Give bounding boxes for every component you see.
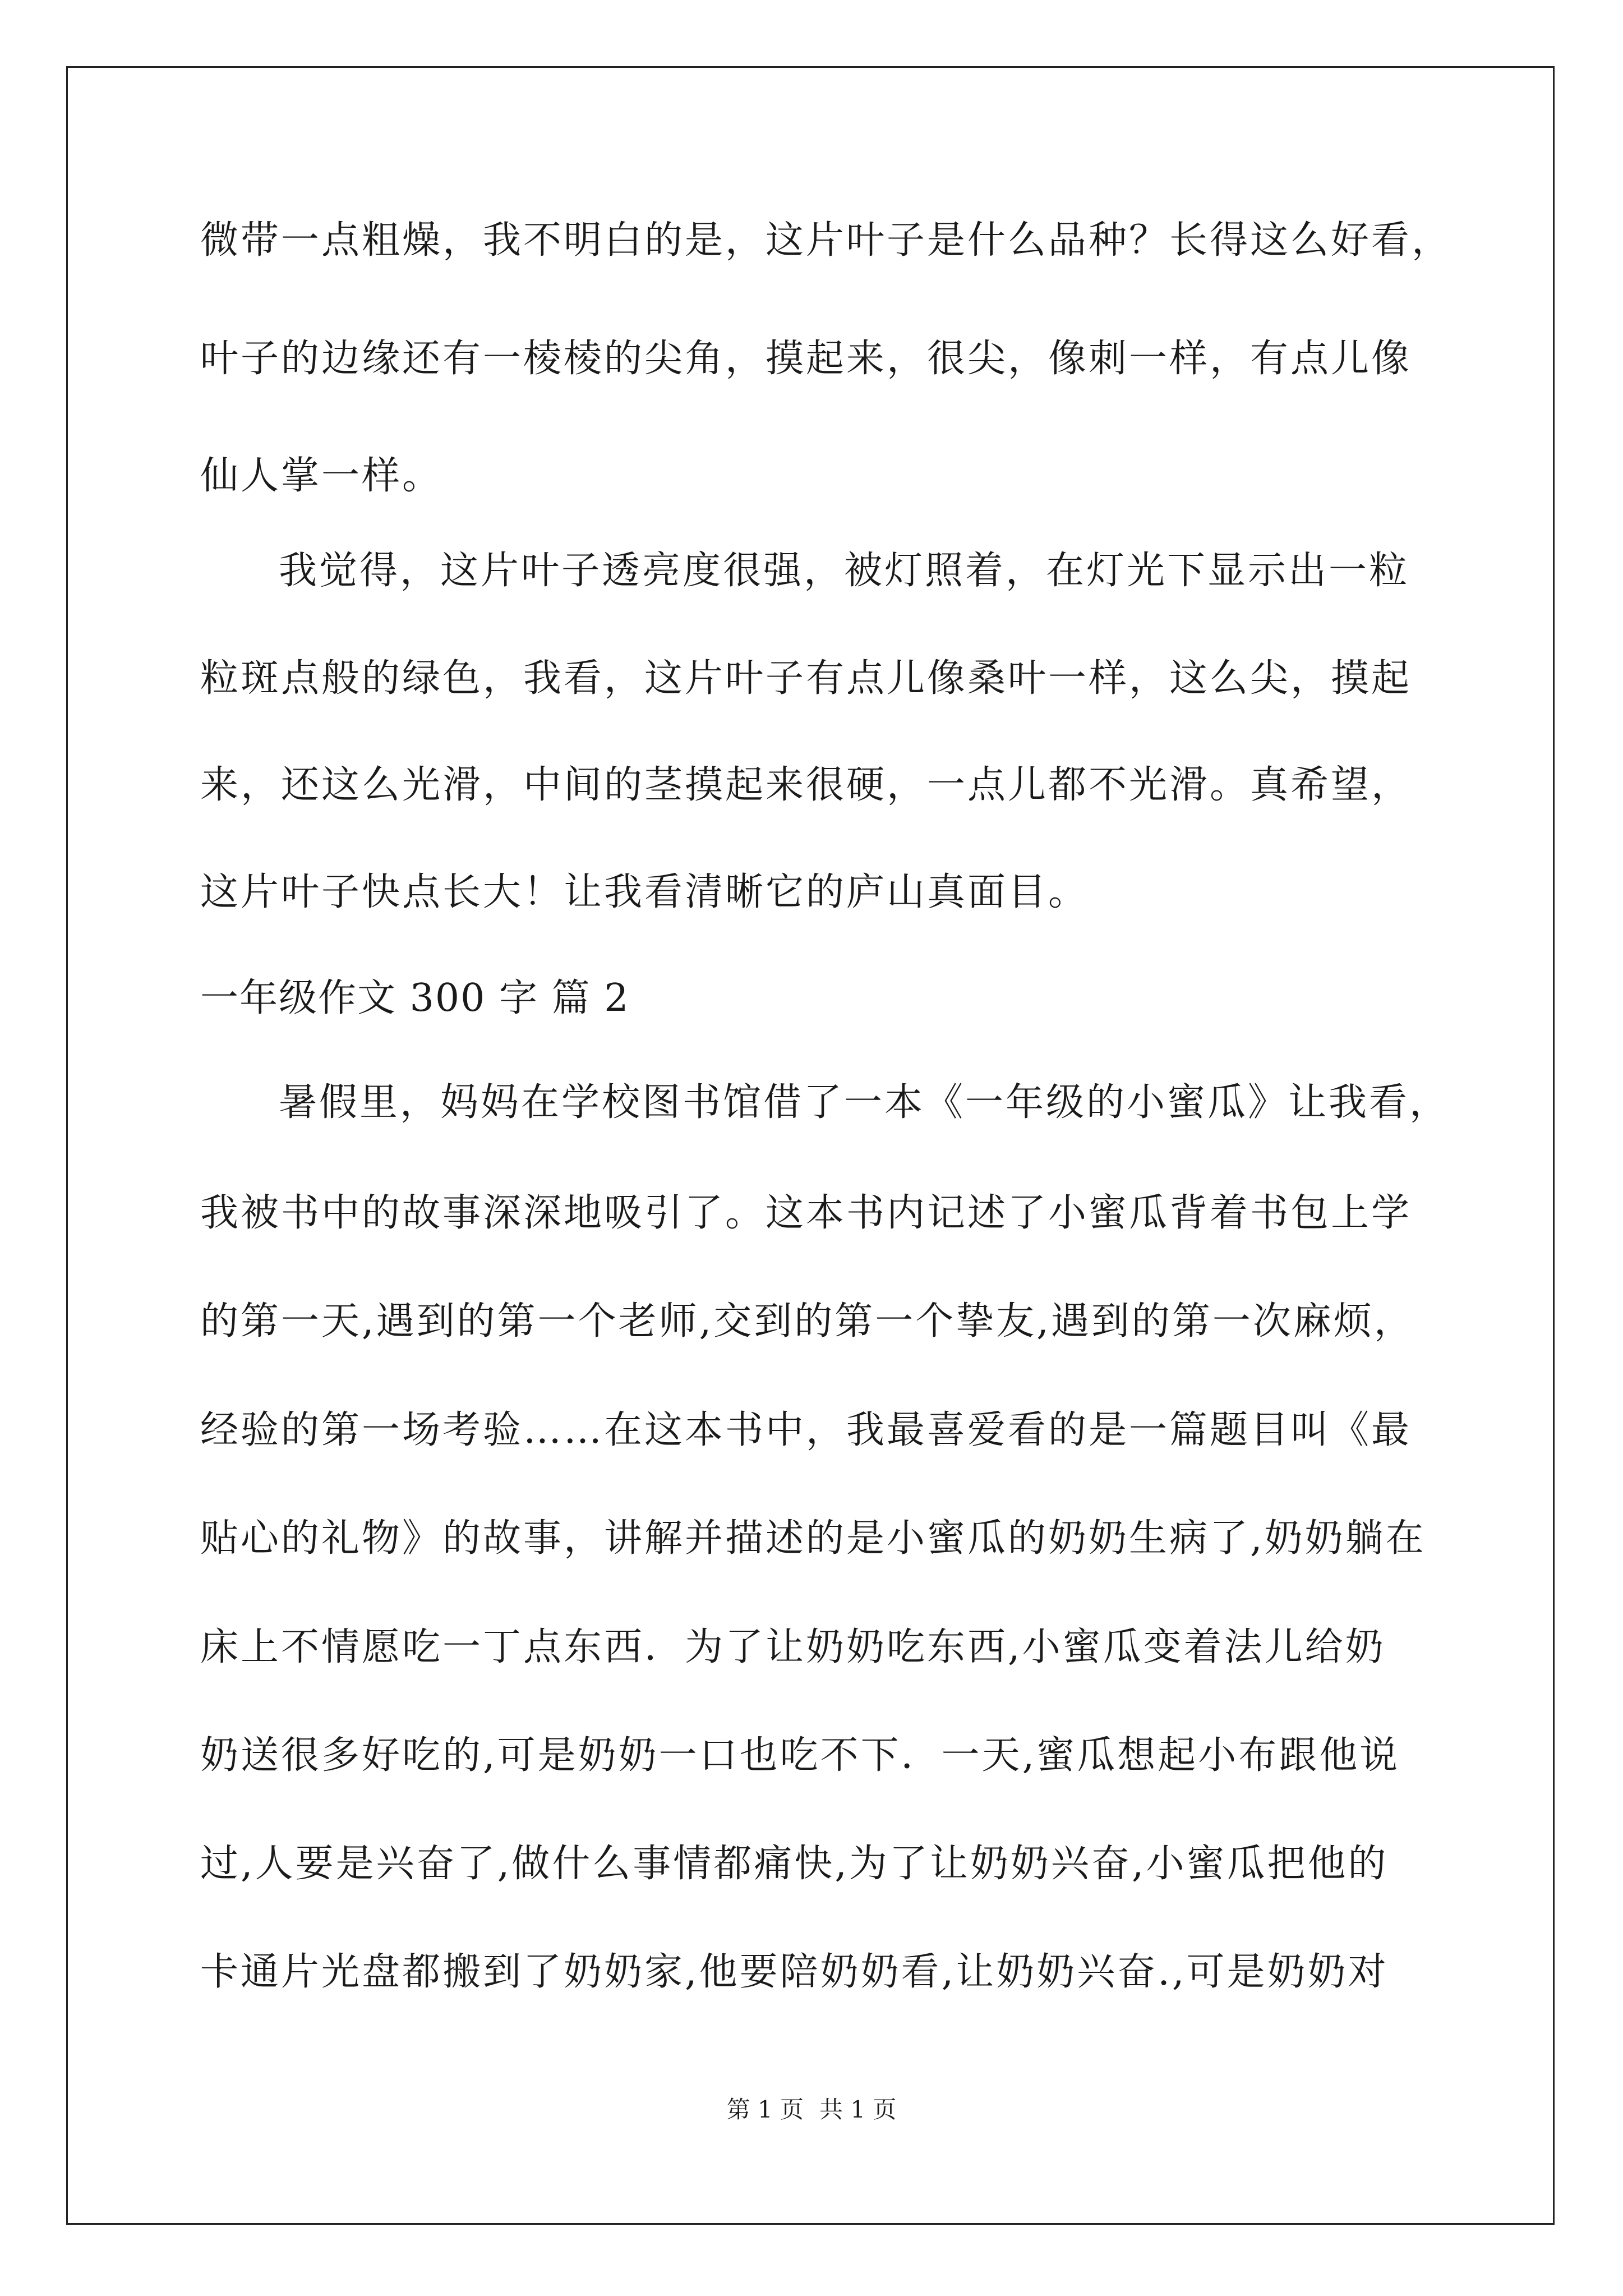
page-footer bbox=[0, 2094, 1623, 2125]
section-paragraph-line-4: 经验的第一场考验……在这本书中，我最喜爱看的是一篇题目叫《最 bbox=[200, 1408, 1412, 1452]
section-paragraph-line-1: 暑假里，妈妈在学校图书馆借了一本《一年级的小蜜瓜》让我看， bbox=[279, 1080, 1450, 1125]
section-paragraph-line-7: 奶送很多好吃的,可是奶奶一口也吃不下．一天,蜜瓜想起小布跟他说 bbox=[200, 1733, 1400, 1778]
page-total: 共 1 页 bbox=[819, 2096, 897, 2123]
section-paragraph-line-2: 我被书中的故事深深地吸引了。这本书内记述了小蜜瓜背着书包上学 bbox=[200, 1191, 1412, 1235]
page-border bbox=[66, 66, 1555, 2225]
paragraph-2-line-4: 这片叶子快点长大！让我看清晰它的庐山真面目。 bbox=[200, 870, 1089, 914]
page-number: 第 1 页 bbox=[726, 2096, 804, 2123]
paragraph-2-line-3: 来，还这么光滑，中间的茎摸起来很硬，一点儿都不光滑。真希望， bbox=[200, 763, 1412, 807]
section-paragraph-line-6: 床上不情愿吃一丁点东西．为了让奶奶吃东西,小蜜瓜变着法儿给奶 bbox=[200, 1625, 1386, 1669]
paragraph-1-line-1: 微带一点粗燥，我不明白的是，这片叶子是什么品种？长得这么好看， bbox=[200, 218, 1453, 263]
section-heading: 一年级作文 300 字 篇 2 bbox=[200, 976, 630, 1020]
paragraph-2-line-2: 粒斑点般的绿色，我看，这片叶子有点儿像桑叶一样，这么尖，摸起 bbox=[200, 656, 1412, 701]
paragraph-1-line-3: 仙人掌一样。 bbox=[200, 454, 443, 498]
section-paragraph-line-8: 过,人要是兴奋了,做什么事情都痛快,为了让奶奶兴奋,小蜜瓜把他的 bbox=[200, 1842, 1389, 1886]
paragraph-1-line-2: 叶子的边缘还有一棱棱的尖角，摸起来，很尖，像刺一样，有点儿像 bbox=[200, 337, 1412, 381]
section-paragraph-line-5: 贴心的礼物》的故事，讲解并描述的是小蜜瓜的奶奶生病了,奶奶躺在 bbox=[200, 1516, 1426, 1561]
paragraph-2-line-1: 我觉得，这片叶子透亮度很强，被灯照着，在灯光下显示出一粒 bbox=[279, 549, 1410, 593]
section-paragraph-line-9: 卡通片光盘都搬到了奶奶家,他要陪奶奶看,让奶奶兴奋.,可是奶奶对 bbox=[200, 1950, 1389, 1994]
section-paragraph-line-3: 的第一天,遇到的第一个老师,交到的第一个挚友,遇到的第一次麻烦， bbox=[200, 1299, 1414, 1343]
